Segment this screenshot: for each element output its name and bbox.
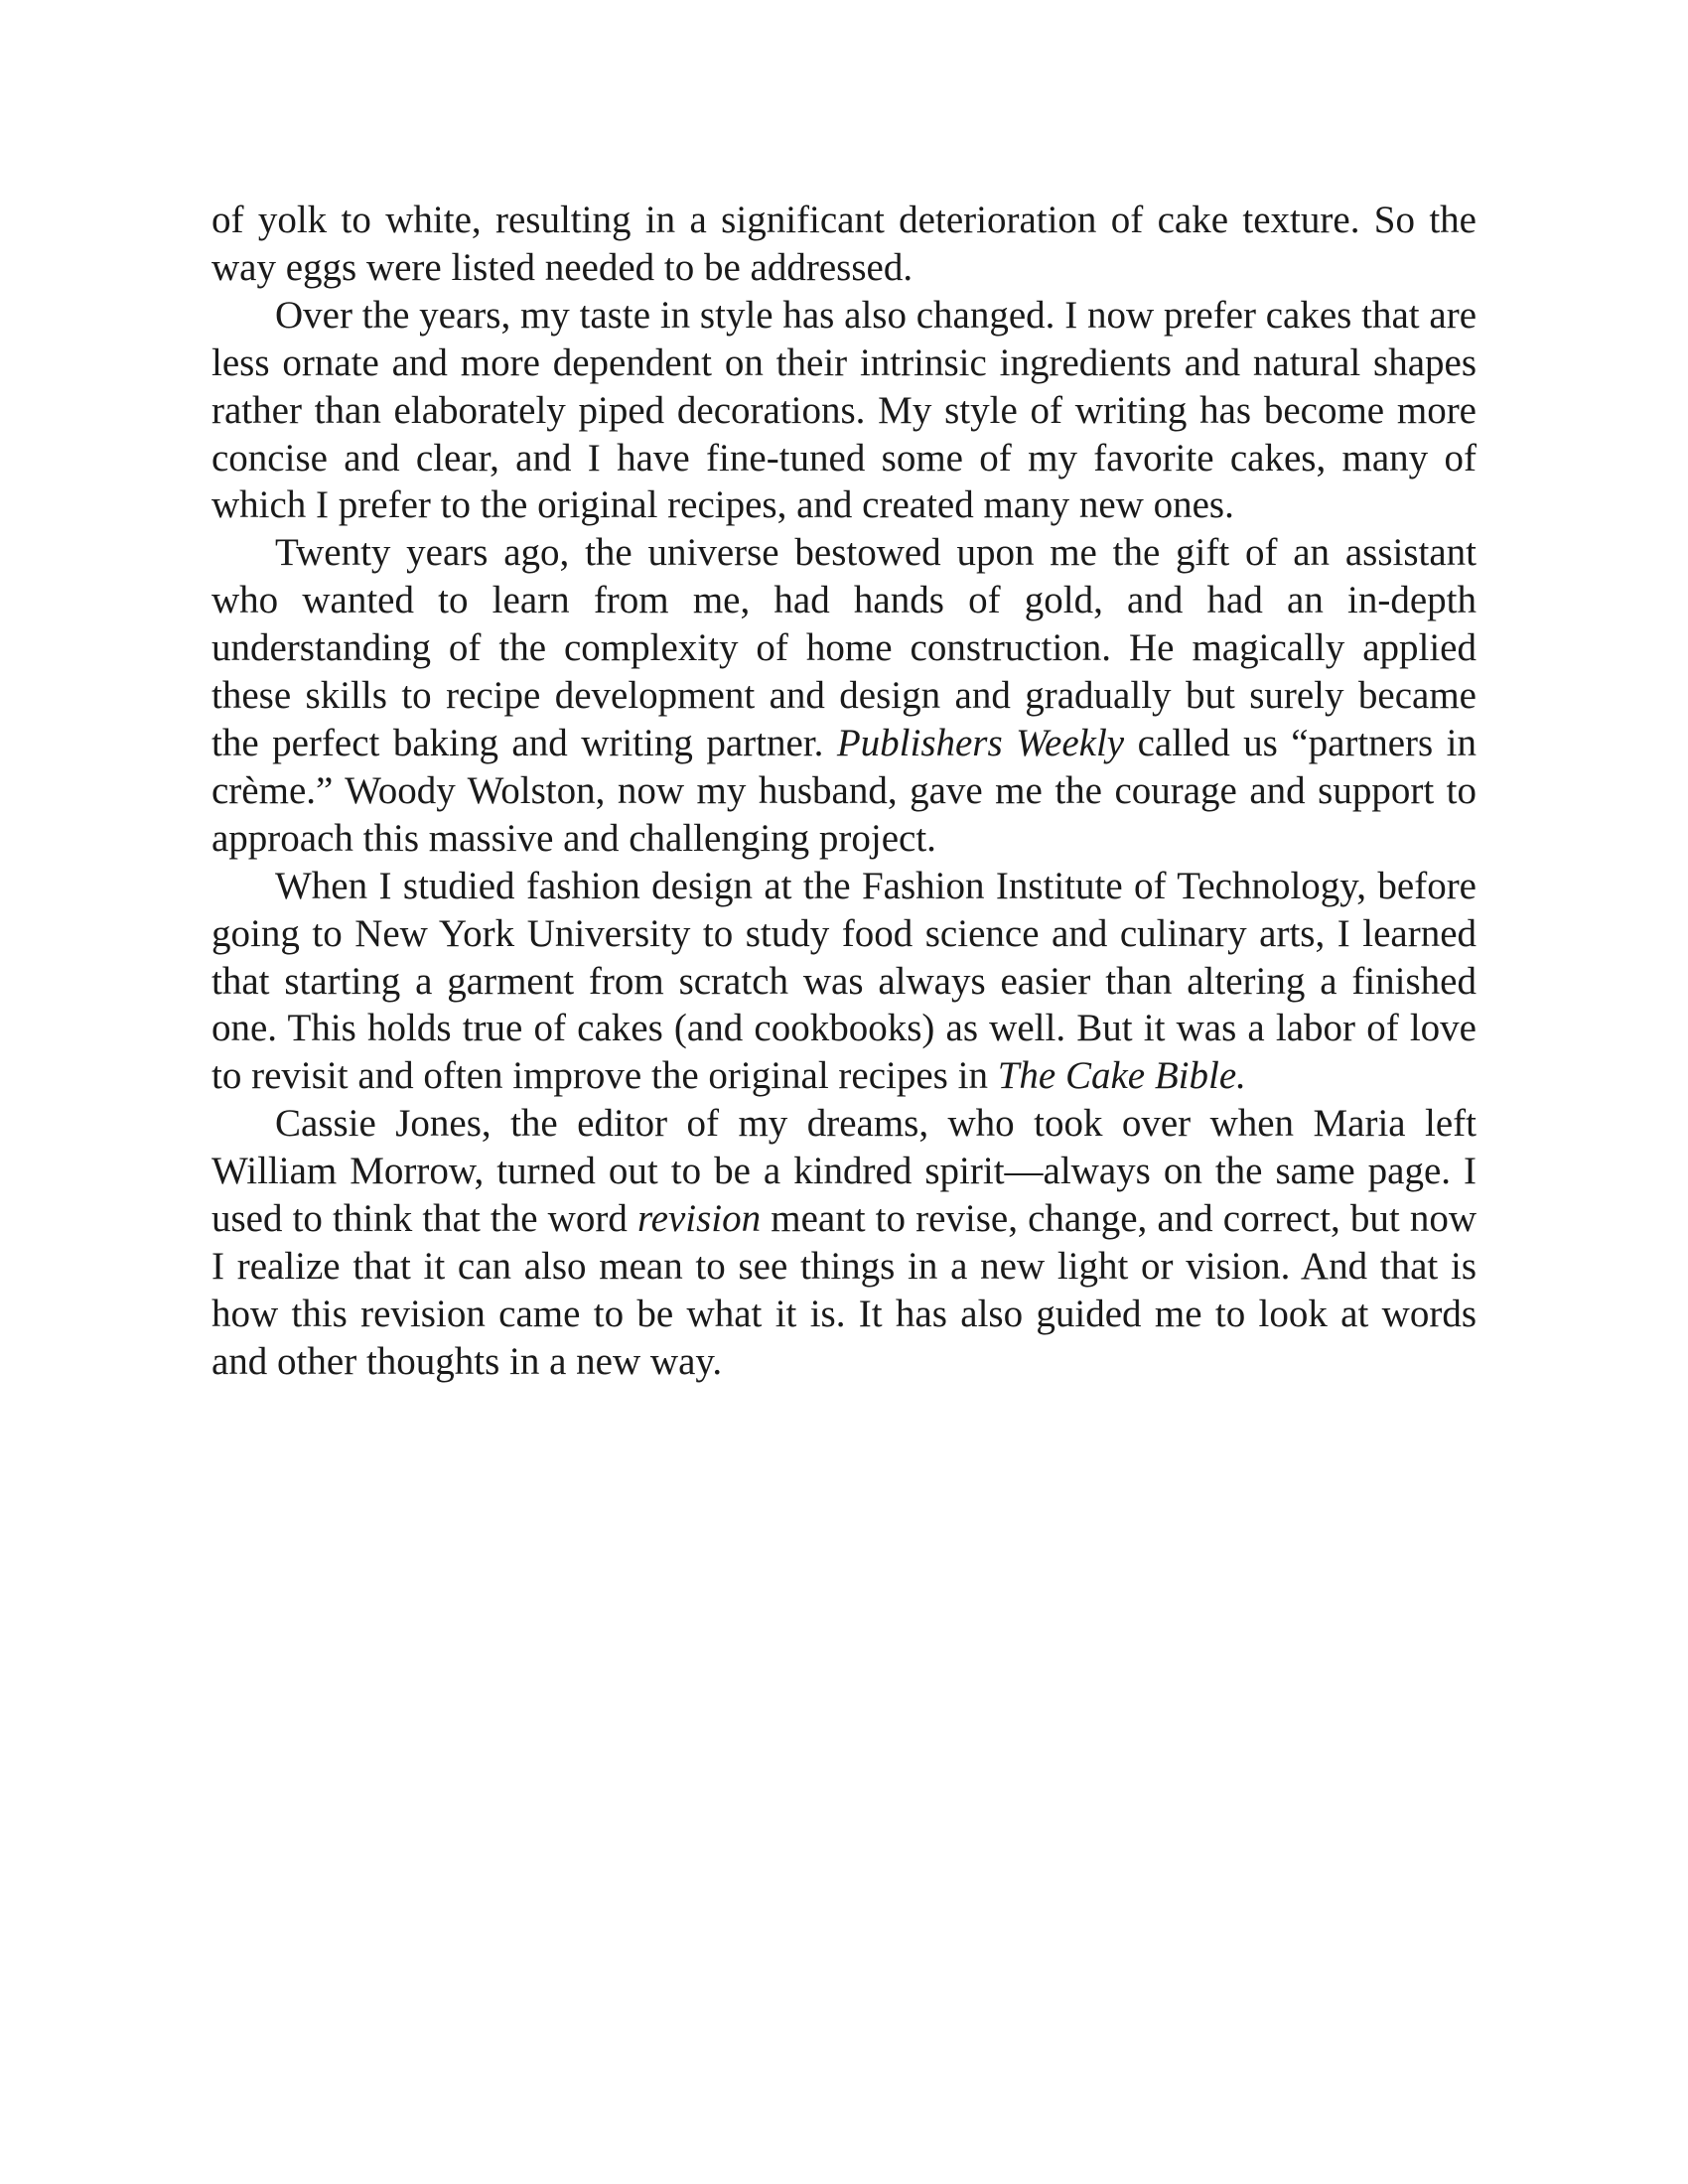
paragraph (211, 197, 1477, 292)
italic-text: revision (636, 1197, 762, 1241)
body-text (211, 197, 1477, 1386)
paragraph-text: meant to revise, change, and correct, but now I realize that it can also mean to see things in a new light or vision. And that is how this revision came to be what it is. It has also guided me to look at words and other thoughts in a new way. (211, 1197, 1477, 1383)
italic-text: Publishers Weekly (836, 721, 1125, 764)
paragraph-text: When I studied fashion design at the Fashion Institute of Technology, before going to New York University to study food science and culinary arts, I learned that starting a garment from scratch was always easier than altering a finished one. This holds true of cakes (and cookbooks) as well. But it was a labor of love to revisit and often improve the original recipes in (211, 864, 1477, 1098)
paragraph (211, 1100, 1477, 1385)
paragraph (211, 529, 1477, 862)
paragraph (211, 292, 1477, 530)
paragraph-text: Twenty years ago, the universe bestowed upon me the gift of an assistant who wanted to learn from me, had hands of gold, and had an in-depth understanding of the complexity of home construction. He magically applied these skills to recipe development and design and gradually but surely became the perfect baking and writing partner. (211, 531, 1477, 764)
paragraph-text: of yolk to white, resulting in a significant deterioration of cake texture. So the way eggs were listed needed to be addressed. (211, 199, 1477, 289)
italic-text: The Cake Bible. (997, 1054, 1246, 1098)
paragraph-text: called us “partners in crème.” Woody Wolston, now my husband, gave me the courage and support to approach this massive and challenging project. (211, 721, 1477, 860)
paragraph-text: Cassie Jones, the editor of my dreams, who took over when Maria left William Morrow, turned out to be a kindred spirit—always on the same page. I used to think that the word (211, 1102, 1477, 1241)
paragraph (211, 863, 1477, 1101)
paragraph-text: Over the years, my taste in style has also changed. I now prefer cakes that are less ornate and more dependent on their intrinsic ingredients and natural shapes rather than elaborately piped decorations. My style of writing has become more concise and clear, and I have fine-tuned some of my favorite cakes, many of which I prefer to the original recipes, and created many new ones. (211, 293, 1477, 527)
